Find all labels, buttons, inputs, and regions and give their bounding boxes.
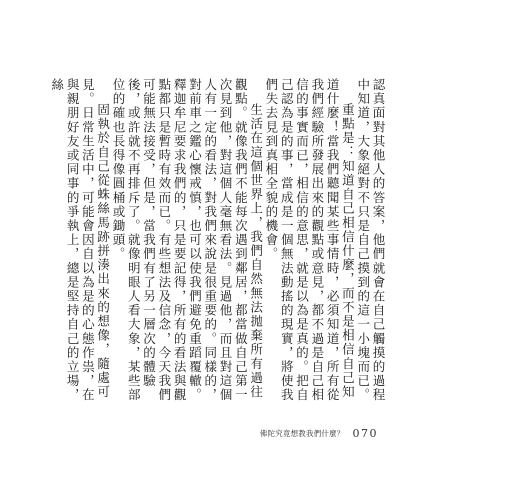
- page-footer: [218, 426, 378, 440]
- page-number: 070: [352, 426, 378, 440]
- paragraph-2: 重點是：知道自己相信什麼，而不是相信自己知道什麼！當我們聽聞某些事情時，必須知道，所有從我們經驗所發展出來的觀點或意見，都不過是自己相信的事實而已，相信的意思，就是以為是真的。把自己認為是的事，當成是一個無法動搖的現實，將使我們失去見到真相全貌的機會。: [263, 78, 356, 403]
- vertical-text-body: [49, 78, 386, 406]
- paragraph-3: 生活在這個世界上，我們自然無法拋棄所有過往觀點。就像我們不能每次遇到鄰居，都當做自己第一次見到他，對這個人毫無看法。見過他，而且對這個人有一定的看法，對我們來說是很重要的。同樣的，對前車之鑑心懷戒慎，也可以使我們避免重蹈覆轍。釋迦牟尼要求我們的，只是要記得，所有的看法與觀點都只是暫時有效而已。有些想法及信念，今天我們可能無法接受，但是，當我們有了另一層次的體驗後，或許就不再排斥了。就像明眼人看大象，某些部位的確也長得像圓桶或鋤頭。: [110, 78, 264, 403]
- paragraph-4: 固執於自己從蛛絲馬跡拼湊出來的想像，隨處可見。日常生活中，可能會因自以為是的心態作祟，在與親朋好友或同事的爭執上，總是堅持自己的立場，絲: [49, 78, 111, 403]
- running-title: 佛陀究竟想教我們什麼？: [259, 428, 345, 438]
- paragraph-1: 認真面對其他人的答案，他們就會在自己觸摸的過程中知道，大象絕對不只是自己摸到的這一小塊而已。: [355, 78, 386, 403]
